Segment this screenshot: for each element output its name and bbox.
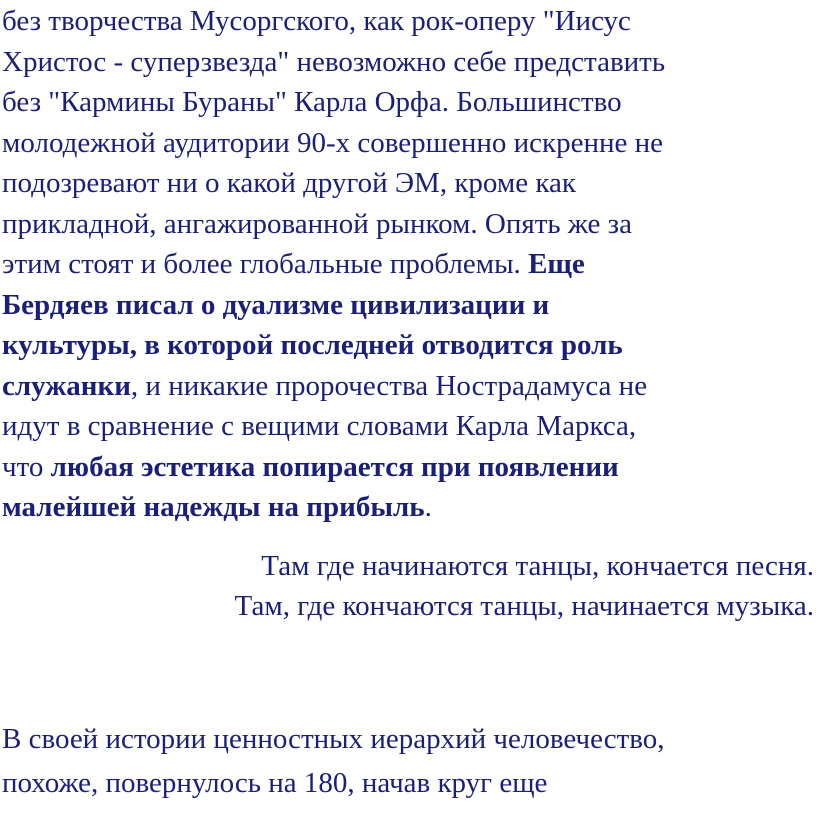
text-run: молодежной аудитории 90-х совершенно искренне не [2, 126, 664, 159]
bold-text-run: служанки [2, 369, 131, 402]
text-run: прикладной, ангажированной рынком. Опять же за [2, 207, 632, 240]
epigraph-quote [34, 546, 814, 626]
paragraph-2-line-2: похоже, повернулось на 180, начав круг еще [2, 767, 548, 799]
text-run: , и никакие пророчества Нострадамуса не [130, 369, 648, 402]
paragraph-1-line [2, 204, 814, 245]
text-run: что [2, 450, 51, 483]
text-run: подозревают ни о какой другой ЭМ, кроме как [2, 167, 576, 199]
paragraph-1-line [2, 285, 814, 326]
paragraph-1-line [2, 487, 814, 528]
bold-text-run: малейшей надежды на прибыль [2, 491, 425, 523]
quote-line-1: Там где начинаются танцы, кончается песня. [261, 550, 814, 582]
bold-text-run: Бердяев писал о дуализме цивилизации и [2, 288, 550, 321]
paragraph-1-line [2, 42, 814, 83]
body-paragraph-1 [2, 1, 814, 528]
paragraph-1-line [2, 82, 814, 123]
text-run: без "Кармины Бураны" Карла Орфа. Большинство [2, 86, 622, 118]
bold-text-run: культуры, в которой последней отводится роль [2, 329, 623, 361]
paragraph-1-line [2, 163, 814, 204]
text-run: без творчества Мусоргского, как рок-оперу "Иисус [2, 5, 631, 37]
paragraph-1-line [2, 325, 814, 366]
paragraph-1-line [2, 366, 814, 407]
bold-text-run: любая эстетика попирается при появлении [50, 450, 619, 483]
body-paragraph-2 [2, 717, 814, 805]
quote-line-2: Там, где кончаются танцы, начинается музыка. [234, 590, 814, 622]
text-run: Христос - суперзвезда" невозможно себе представить [2, 45, 666, 78]
paragraph-1-line [2, 1, 814, 42]
paragraph-1-line [2, 447, 814, 488]
text-run: . [424, 491, 432, 523]
text-run: идут в сравнение с вещими словами Карла Маркса, [2, 410, 637, 442]
paragraph-1-line [2, 406, 814, 447]
paragraph-1-line [2, 123, 814, 164]
text-run: этим стоят и более глобальные проблемы. [2, 248, 529, 280]
paragraph-1-line [2, 244, 814, 285]
bold-text-run: Еще [528, 248, 585, 280]
paragraph-2-line-1: В своей истории ценностных иерархий человечество, [2, 723, 665, 755]
